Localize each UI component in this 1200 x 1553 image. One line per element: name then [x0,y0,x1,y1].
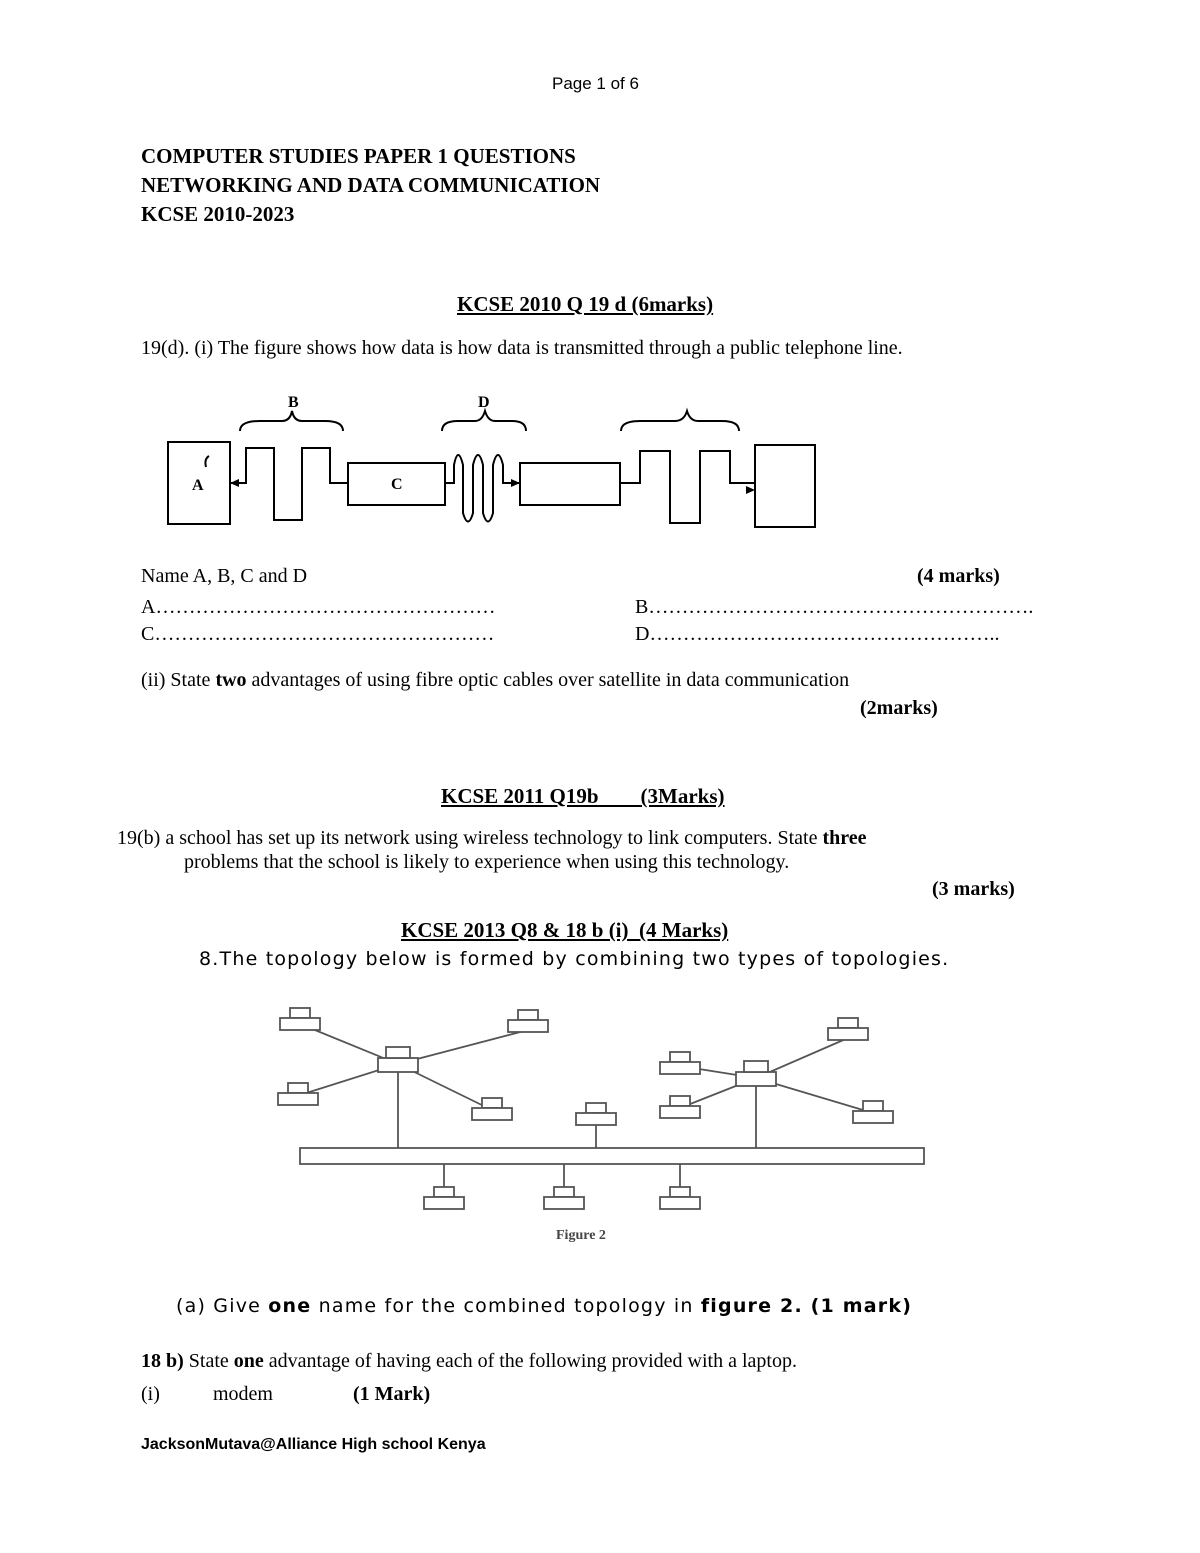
node-computer [828,1018,868,1040]
label-b: B [288,394,299,411]
section-2011-line-1-text: 19(b) a school has set up its network using wireless technology to link computers. State [117,827,823,849]
name-prompt: Name A, B, C and D [141,565,308,587]
question-ii-prefix: (ii) State [141,669,216,691]
section-2011-heading [441,784,725,809]
question-8: 8.The topology below is formed by combining two types of topologies. [199,948,950,970]
node-computer [853,1101,893,1123]
topology-figure [270,1000,935,1245]
brace-right [621,411,739,431]
question-a-bold-2: figure 2. (1 mark) [700,1295,913,1317]
node-computer [660,1052,700,1074]
node-computer [424,1187,464,1209]
title-line-2: NETWORKING AND DATA COMMUNICATION [141,173,601,197]
node-computer [472,1098,512,1120]
question-ii-suffix: advantages of using fibre optic cables over satellite in data communication [246,669,850,691]
label-a: A [192,477,204,494]
title-line-3: KCSE 2010-2023 [141,202,295,226]
bus-backbone [300,1148,924,1164]
label-d: D [478,394,490,411]
answer-line-d: D…………………………………………….. [635,623,1000,645]
item-text: modem [213,1383,273,1405]
name-marks: (4 marks) [917,565,1000,587]
question-a-mid: name for the combined topology in [311,1295,701,1317]
question-a [176,1295,912,1317]
question-18b [141,1350,797,1373]
node-computer [280,1008,320,1030]
section-2011-marks: (3 marks) [932,878,1015,900]
node-computer [576,1103,616,1125]
transmission-diagram [160,385,830,535]
question-a-bold-1: one [268,1295,312,1317]
node-computer [544,1187,584,1209]
node-computer [278,1083,318,1105]
section-2013-heading: KCSE 2013 Q8 & 18 b (i) (4 Marks) [401,918,729,942]
question-18b-number: 18 b) [141,1350,184,1372]
question-a-prefix: (a) Give [176,1295,269,1317]
question-ii-bold: two [215,669,247,691]
section-2010-heading: KCSE 2010 Q 19 d (6marks) [457,292,714,316]
title-line-1: COMPUTER STUDIES PAPER 1 QUESTIONS [141,144,576,168]
section-2010-intro: 19(d). (i) The figure shows how data is how data is transmitted through a public telephone line. [141,337,903,359]
box-receiver [755,445,815,527]
digital-signal-2 [620,451,755,523]
digital-signal-1 [230,448,348,520]
item-number: (i) [141,1383,160,1405]
node-computer [660,1187,700,1209]
brace-d [442,411,526,431]
question-ii-marks: (2marks) [860,697,938,719]
analog-signal [445,455,520,522]
label-c: C [391,476,403,493]
box-modem-right [520,463,620,505]
question-ii [141,669,849,692]
question-18b-mid: State [183,1350,234,1372]
question-18b-bold: one [233,1350,264,1372]
section-2011-line-1-bold: three [822,827,867,849]
footer-credit: JacksonMutava@Alliance High school Kenya [141,1436,486,1453]
hub-left [378,1058,418,1072]
answer-line-a: A…………………………………………… [141,596,496,618]
section-2011-line-1 [117,827,867,850]
node-computer [660,1096,700,1118]
section-2011-heading-right: (3Marks) [640,784,725,808]
page-number: Page 1 of 6 [552,74,639,93]
node-computer [508,1010,548,1032]
section-2011-heading-left: KCSE 2011 Q19b [441,784,599,808]
brace-b [240,411,343,431]
answer-line-c: C…………………………………………… [141,623,495,645]
item-marks: (1 Mark) [353,1383,431,1405]
answer-line-b: B…………………………………………………. [635,596,1034,618]
figure-caption: Figure 2 [556,1228,606,1243]
question-18b-suffix: advantage of having each of the following provided with a laptop. [263,1350,797,1372]
section-2011-line-2: problems that the school is likely to experience when using this technology. [184,851,790,873]
hub-right [736,1072,776,1086]
